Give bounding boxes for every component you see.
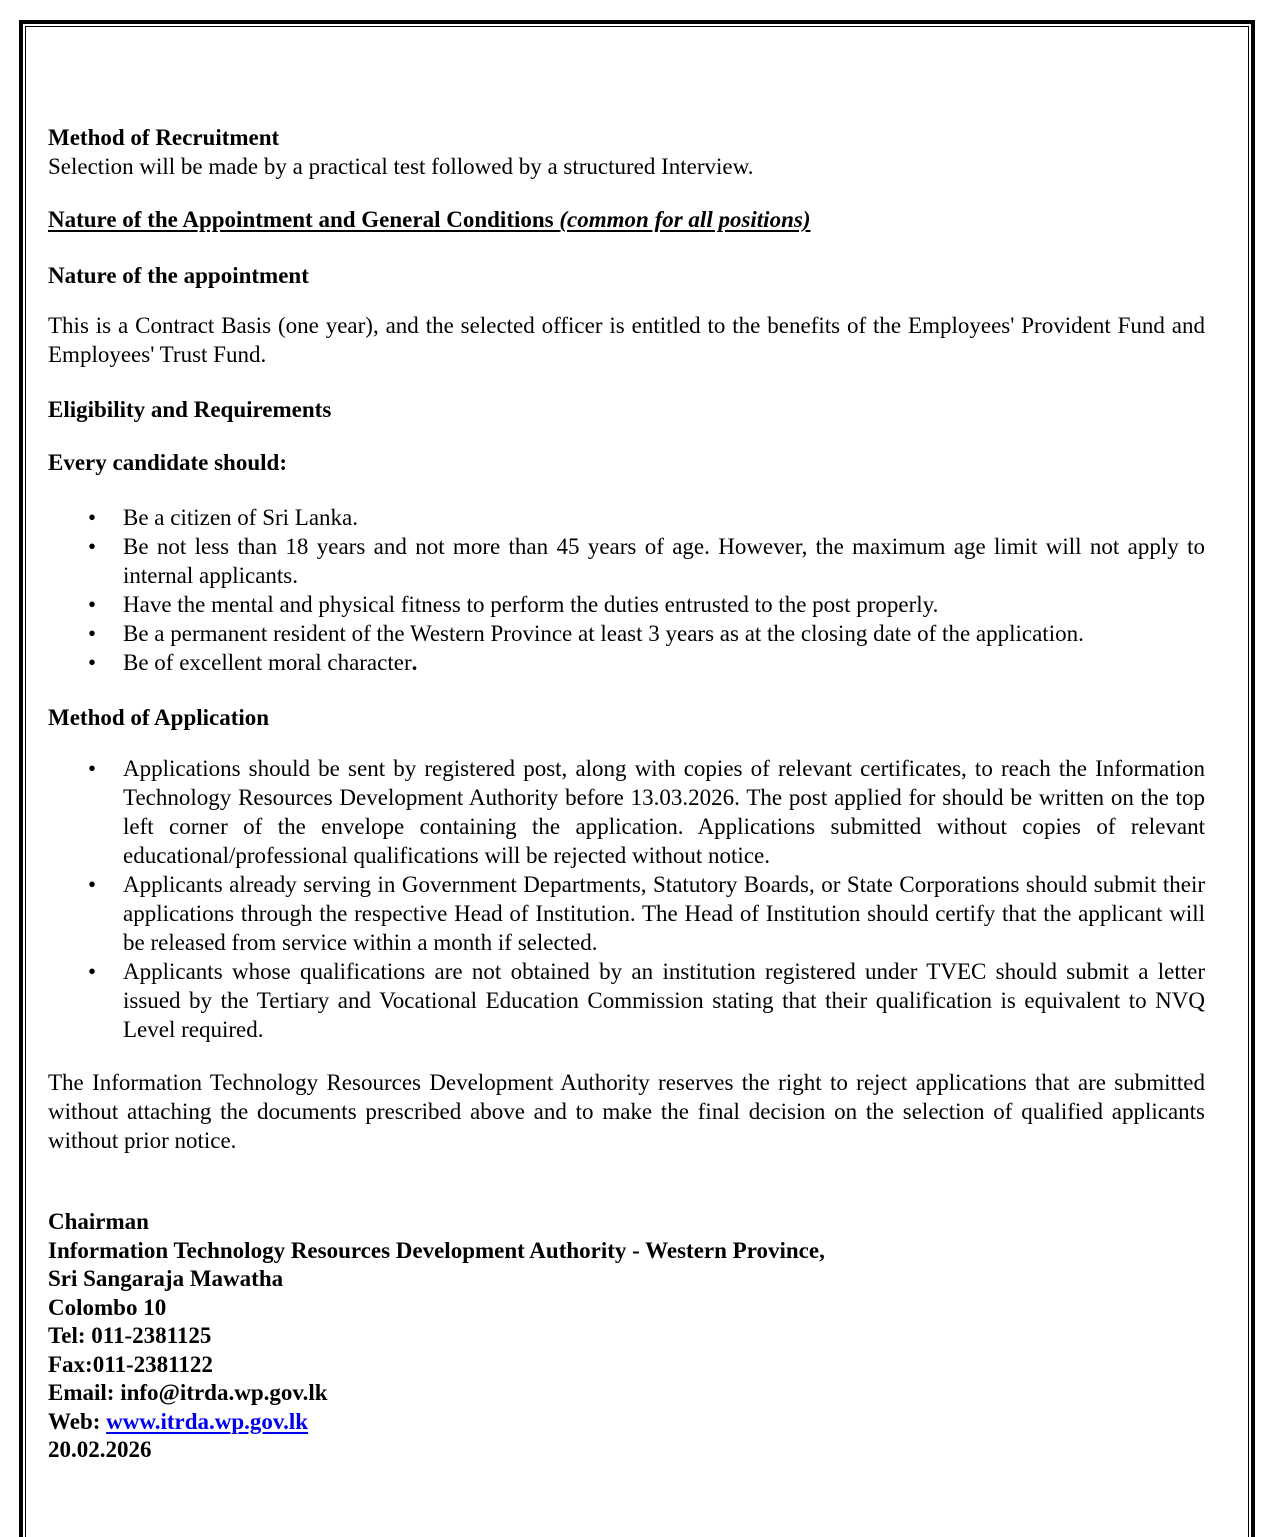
list-item <box>88 619 1205 648</box>
contact-street: Sri Sangaraja Mawatha <box>48 1266 284 1291</box>
general-conditions-heading-italic: (common for all positions) <box>559 207 811 232</box>
contact-email: Email: info@itrda.wp.gov.lk <box>48 1380 328 1405</box>
nature-of-appointment-heading: Nature of the appointment <box>48 263 309 288</box>
bullet-icon: • <box>88 756 97 781</box>
list-item-text: Be of excellent moral character <box>123 650 412 675</box>
list-item <box>88 590 1205 619</box>
notice-date: 20.02.2026 <box>48 1437 152 1462</box>
method-of-recruitment-body: Selection will be made by a practical test followed by a structured Interview. <box>48 154 754 179</box>
list-item-text: Be a citizen of Sri Lanka. <box>123 505 359 530</box>
list-item <box>88 532 1205 590</box>
eligibility-bullet-list <box>48 503 1205 677</box>
list-item-text: Applicants whose qualifications are not obtained by an institution registered under TVEC should submit a letter issued by the Tertiary and Vocational Education Commission stating that their qualification is equivalent to NVQ Level required. <box>123 959 1205 1042</box>
list-item-text: Have the mental and physical fitness to perform the duties entrusted to the post properly. <box>123 592 939 617</box>
bullet-icon: • <box>88 592 97 617</box>
method-of-recruitment-heading: Method of Recruitment <box>48 125 280 150</box>
eligibility-heading: Eligibility and Requirements <box>48 397 332 422</box>
bullet-icon: • <box>88 621 97 646</box>
website-link[interactable]: www.itrda.wp.gov.lk <box>106 1408 309 1434</box>
nature-of-appointment-body: This is a Contract Basis (one year), and the selected officer is entitled to the benefits of the Employees' Provident Fund and Employees' Trust Fund. <box>48 313 1205 367</box>
contact-fax: Fax:011-2381122 <box>48 1351 213 1377</box>
bullet-icon: • <box>88 505 97 530</box>
general-conditions-heading-main: Nature of the Appointment and General Conditions <box>48 207 560 232</box>
bold-period: . <box>411 650 418 675</box>
list-item-text: Be a permanent resident of the Western Province at least 3 years as at the closing date of the application. <box>123 621 1084 646</box>
bullet-icon: • <box>88 959 97 984</box>
contact-city: Colombo 10 <box>48 1294 167 1320</box>
list-item-text: Applicants already serving in Government Departments, Statutory Boards, or State Corporations should submit their applications through the respective Head of Institution. The Head of Institution should certify that the applicant will be released from service within a month if selected. <box>123 872 1205 955</box>
bullet-icon: • <box>88 650 97 675</box>
bullet-icon: • <box>88 872 97 897</box>
general-conditions-heading <box>48 205 1205 234</box>
contact-organization: Information Technology Resources Development Authority - Western Province, <box>48 1237 825 1263</box>
list-item <box>88 648 1205 677</box>
document-content <box>48 123 1205 1465</box>
contact-tel: Tel: 011-2381125 <box>48 1323 212 1348</box>
application-bullet-list <box>48 754 1205 1044</box>
contact-name: Chairman <box>48 1209 149 1234</box>
list-item <box>88 870 1205 957</box>
list-item <box>88 754 1205 870</box>
contact-block <box>48 1208 1205 1465</box>
closing-paragraph: The Information Technology Resources Development Authority reserves the right to reject applications that are submitted without attaching the documents prescribed above and to make the final decision on the selection of qualified applicants without prior notice. <box>48 1070 1205 1153</box>
list-item-text: Applications should be sent by registered post, along with copies of relevant certificates, to reach the Information Technology Resources Development Authority before 13.03.2026. The post applied for should be written on the top left corner of the envelope containing the application. Applications submitted without copies of relevant educational/professional qualifications will be rejected without notice. <box>123 756 1205 868</box>
list-item-text: Be not less than 18 years and not more than 45 years of age. However, the maximum age limit will not apply to internal applicants. <box>123 534 1205 588</box>
method-of-application-heading: Method of Application <box>48 705 270 730</box>
web-label: Web: <box>48 1408 107 1434</box>
contact-web-line <box>48 1408 1205 1437</box>
list-item <box>88 957 1205 1044</box>
every-candidate-subheading: Every candidate should: <box>48 450 287 475</box>
list-item <box>88 503 1205 532</box>
bullet-icon: • <box>88 534 97 559</box>
